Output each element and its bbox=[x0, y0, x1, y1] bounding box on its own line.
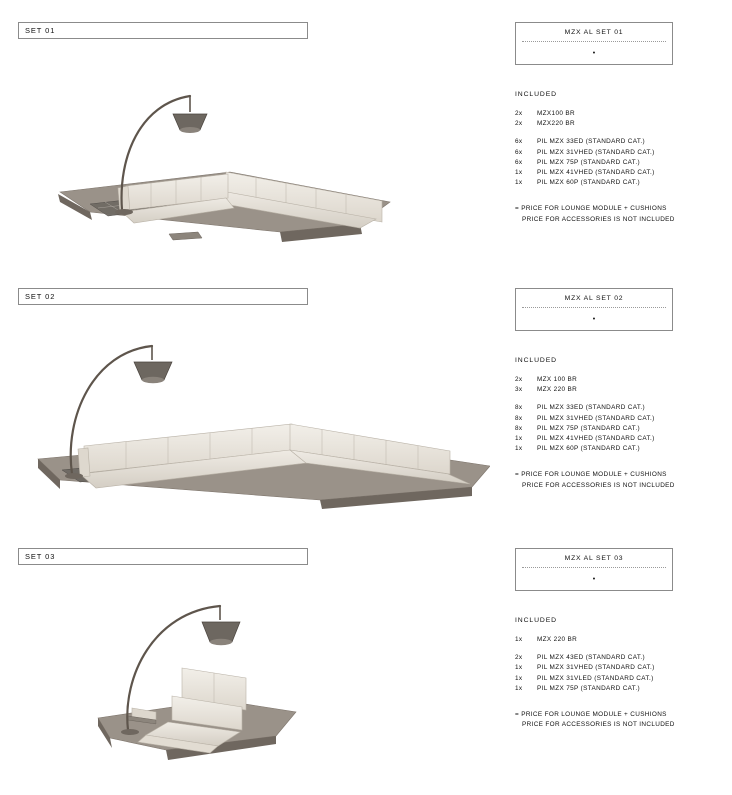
item-desc: PIL MZX 41VHED (STANDARD CAT.) bbox=[537, 435, 655, 443]
group-gap bbox=[515, 395, 715, 403]
included-list-1 bbox=[515, 91, 715, 225]
item-qty: 8x bbox=[515, 414, 523, 422]
included-label-2: INCLUDED bbox=[515, 357, 557, 364]
code-title-2: MZX AL SET 02 bbox=[564, 294, 624, 302]
list-item bbox=[515, 653, 715, 663]
item-qty: 1x bbox=[515, 684, 523, 692]
item-qty: 6x bbox=[515, 148, 523, 156]
list-item bbox=[515, 158, 715, 168]
set-title-box-1 bbox=[18, 22, 308, 39]
set-illustration-3 bbox=[70, 590, 400, 795]
code-value-1: • bbox=[592, 49, 596, 57]
code-value-2: • bbox=[592, 315, 596, 323]
included-group bbox=[515, 109, 715, 129]
list-item bbox=[515, 434, 715, 444]
price-note-2 bbox=[515, 470, 715, 490]
item-desc: PIL MZX 31VHED (STANDARD CAT.) bbox=[537, 148, 655, 156]
item-desc: PIL MZX 75P (STANDARD CAT.) bbox=[537, 424, 640, 432]
item-desc: PIL MZX 31VHED (STANDARD CAT.) bbox=[537, 664, 655, 672]
included-list-3 bbox=[515, 617, 715, 730]
set-title-box-2 bbox=[18, 288, 308, 305]
lounge-set-1-drawing bbox=[30, 62, 480, 262]
item-qty: 2x bbox=[515, 654, 523, 662]
set-label-2: SET 02 bbox=[25, 292, 56, 301]
list-item bbox=[515, 375, 715, 385]
item-desc: PIL MZX 43ED (STANDARD CAT.) bbox=[537, 654, 646, 662]
list-item bbox=[515, 424, 715, 434]
list-item bbox=[515, 385, 715, 395]
included-group bbox=[515, 403, 715, 454]
lounge-set-2-drawing bbox=[20, 324, 490, 529]
code-title-3: MZX AL SET 03 bbox=[564, 554, 624, 562]
item-qty: 8x bbox=[515, 424, 523, 432]
item-qty: 2x bbox=[515, 120, 523, 128]
item-qty: 1x bbox=[515, 435, 523, 443]
item-desc: PIL MZX 33ED (STANDARD CAT.) bbox=[537, 404, 646, 412]
price-note-3 bbox=[515, 710, 715, 730]
item-qty: 1x bbox=[515, 179, 523, 187]
included-label-3: INCLUDED bbox=[515, 617, 557, 624]
included-group bbox=[515, 137, 715, 188]
item-qty: 1x bbox=[515, 169, 523, 177]
price-note-line2: PRICE FOR ACCESSORIES IS NOT INCLUDED bbox=[522, 721, 675, 729]
item-desc: MZX100 BR bbox=[537, 110, 575, 117]
code-value-3: • bbox=[592, 575, 596, 583]
group-gap bbox=[515, 129, 715, 137]
item-desc: MZX 100 BR bbox=[537, 376, 578, 383]
item-qty: 1x bbox=[515, 664, 523, 672]
item-desc: PIL MZX 31VLED (STANDARD CAT.) bbox=[537, 674, 654, 682]
group-gap bbox=[515, 645, 715, 653]
item-qty: 1x bbox=[515, 445, 523, 453]
list-item bbox=[515, 119, 715, 129]
item-desc: PIL MZX 75P (STANDARD CAT.) bbox=[537, 684, 640, 692]
included-list-2 bbox=[515, 357, 715, 491]
item-qty: 2x bbox=[515, 376, 523, 383]
item-qty: 2x bbox=[515, 110, 523, 117]
price-note-line2: PRICE FOR ACCESSORIES IS NOT INCLUDED bbox=[522, 215, 675, 223]
item-desc: MZX 220 BR bbox=[537, 636, 578, 643]
list-item bbox=[515, 109, 715, 119]
code-title-1: MZX AL SET 01 bbox=[564, 28, 624, 36]
list-item bbox=[515, 674, 715, 684]
item-qty: 8x bbox=[515, 404, 523, 412]
list-item bbox=[515, 414, 715, 424]
item-desc: MZX220 BR bbox=[537, 120, 575, 128]
price-note-line1: = PRICE FOR LOUNGE MODULE + CUSHIONS bbox=[515, 471, 667, 479]
group-gap bbox=[515, 694, 715, 710]
item-desc: PIL MZX 60P (STANDARD CAT.) bbox=[537, 445, 640, 453]
price-note-line2: PRICE FOR ACCESSORIES IS NOT INCLUDED bbox=[522, 481, 675, 489]
set-illustration-2 bbox=[20, 324, 490, 529]
set-title-box-3 bbox=[18, 548, 308, 565]
set-block-1 bbox=[0, 0, 732, 270]
list-item bbox=[515, 444, 715, 454]
included-group bbox=[515, 635, 715, 645]
group-gap bbox=[515, 454, 715, 470]
list-item bbox=[515, 403, 715, 413]
included-group bbox=[515, 375, 715, 395]
price-note-1 bbox=[515, 204, 715, 224]
list-item bbox=[515, 137, 715, 147]
item-qty: 3x bbox=[515, 386, 523, 394]
set-block-2 bbox=[0, 266, 732, 534]
set-illustration-1 bbox=[30, 62, 480, 262]
item-qty: 6x bbox=[515, 158, 523, 166]
list-item bbox=[515, 178, 715, 188]
item-desc: PIL MZX 33ED (STANDARD CAT.) bbox=[537, 138, 646, 146]
item-qty: 6x bbox=[515, 138, 523, 146]
code-box-2 bbox=[515, 288, 673, 331]
list-item bbox=[515, 168, 715, 178]
included-group bbox=[515, 653, 715, 694]
included-label-1: INCLUDED bbox=[515, 91, 557, 98]
item-desc: MZX 220 BR bbox=[537, 386, 578, 394]
item-desc: PIL MZX 60P (STANDARD CAT.) bbox=[537, 179, 640, 187]
lounge-set-3-drawing bbox=[70, 590, 400, 795]
list-item bbox=[515, 684, 715, 694]
item-desc: PIL MZX 75P (STANDARD CAT.) bbox=[537, 158, 640, 166]
item-qty: 1x bbox=[515, 636, 523, 643]
set-label-1: SET 01 bbox=[25, 26, 56, 35]
list-item bbox=[515, 635, 715, 645]
set-block-3 bbox=[0, 530, 732, 795]
item-desc: PIL MZX 41VHED (STANDARD CAT.) bbox=[537, 169, 655, 177]
code-box-1 bbox=[515, 22, 673, 65]
item-qty: 1x bbox=[515, 674, 523, 682]
list-item bbox=[515, 148, 715, 158]
price-note-line1: = PRICE FOR LOUNGE MODULE + CUSHIONS bbox=[515, 205, 667, 213]
list-item bbox=[515, 663, 715, 673]
group-gap bbox=[515, 188, 715, 204]
item-desc: PIL MZX 31VHED (STANDARD CAT.) bbox=[537, 414, 655, 422]
price-note-line1: = PRICE FOR LOUNGE MODULE + CUSHIONS bbox=[515, 711, 667, 719]
code-box-3 bbox=[515, 548, 673, 591]
set-label-3: SET 03 bbox=[25, 552, 56, 561]
